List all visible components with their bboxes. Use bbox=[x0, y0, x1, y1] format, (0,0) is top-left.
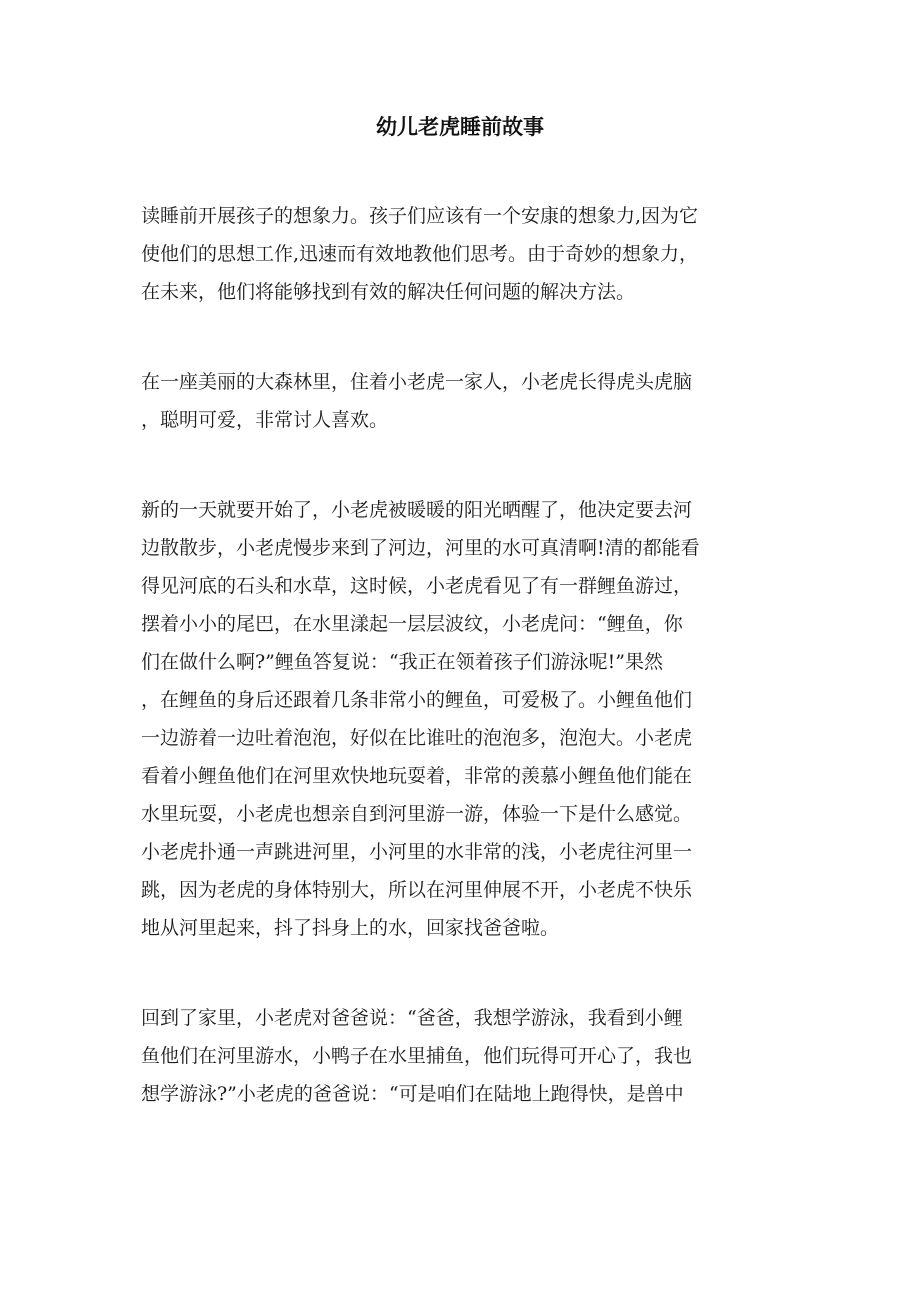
text-line: 想学游泳?”小老虎的爸爸说：“可是咱们在陆地上跑得快，是兽中 bbox=[141, 1083, 684, 1105]
text-line: 使他们的思想工作,迅速而有效地教他们思考。由于奇妙的想象力， bbox=[141, 243, 699, 265]
text-line: 得见河底的石头和水草，这时候，小老虎看见了有一群鲤鱼游过， bbox=[141, 575, 693, 597]
paragraph-forest bbox=[141, 363, 781, 439]
text-line: 地从河里起来，抖了抖身上的水，回家找爸爸啦。 bbox=[141, 917, 560, 939]
paragraph-river bbox=[141, 491, 781, 947]
text-line: 读睡前开展孩子的想象力。孩子们应该有一个安康的想象力,因为它 bbox=[141, 205, 699, 227]
text-line: 小老虎扑通一声跳进河里，小河里的水非常的浅，小老虎往河里一 bbox=[141, 841, 693, 863]
document-body bbox=[141, 197, 781, 1165]
text-line: 看着小鲤鱼他们在河里欢快地玩耍着，非常的羡慕小鲤鱼他们能在 bbox=[141, 765, 693, 787]
text-line: ，在鲤鱼的身后还跟着几条非常小的鲤鱼，可爱极了。小鲤鱼他们 bbox=[141, 689, 693, 711]
text-line: 跳，因为老虎的身体特别大，所以在河里伸展不开，小老虎不快乐 bbox=[141, 879, 693, 901]
text-line: 边散散步，小老虎慢步来到了河边，河里的水可真清啊!清的都能看 bbox=[141, 537, 700, 559]
text-line: 在未来，他们将能够找到有效的解决任何问题的解决方法。 bbox=[141, 281, 636, 303]
text-line: ，聪明可爱，非常讨人喜欢。 bbox=[141, 409, 389, 431]
text-line: 新的一天就要开始了，小老虎被暖暖的阳光晒醒了，他决定要去河 bbox=[141, 499, 693, 521]
text-line: 回到了家里，小老虎对爸爸说：“爸爸，我想学游泳，我看到小鲤 bbox=[141, 1007, 683, 1029]
document-title: 幼儿老虎睡前故事 bbox=[376, 114, 544, 139]
text-line: 鱼他们在河里游水，小鸭子在水里捕鱼，他们玩得可开心了，我也 bbox=[141, 1045, 693, 1067]
text-line: 在一座美丽的大森林里，住着小老虎一家人，小老虎长得虎头虎脑 bbox=[141, 371, 693, 393]
text-line: 一边游着一边吐着泡泡，好似在比谁吐的泡泡多，泡泡大。小老虎 bbox=[141, 727, 693, 749]
paragraph-home bbox=[141, 999, 781, 1113]
text-line: 水里玩耍，小老虎也想亲自到河里游一游，体验一下是什么感觉。 bbox=[141, 803, 693, 825]
paragraph-intro bbox=[141, 197, 781, 311]
text-line: 们在做什么啊?”鲤鱼答复说：“我正在领着孩子们游泳呢!”果然 bbox=[141, 651, 663, 673]
text-line: 摆着小小的尾巴，在水里漾起一层层波纹，小老虎问：“鲤鱼，你 bbox=[141, 613, 683, 635]
